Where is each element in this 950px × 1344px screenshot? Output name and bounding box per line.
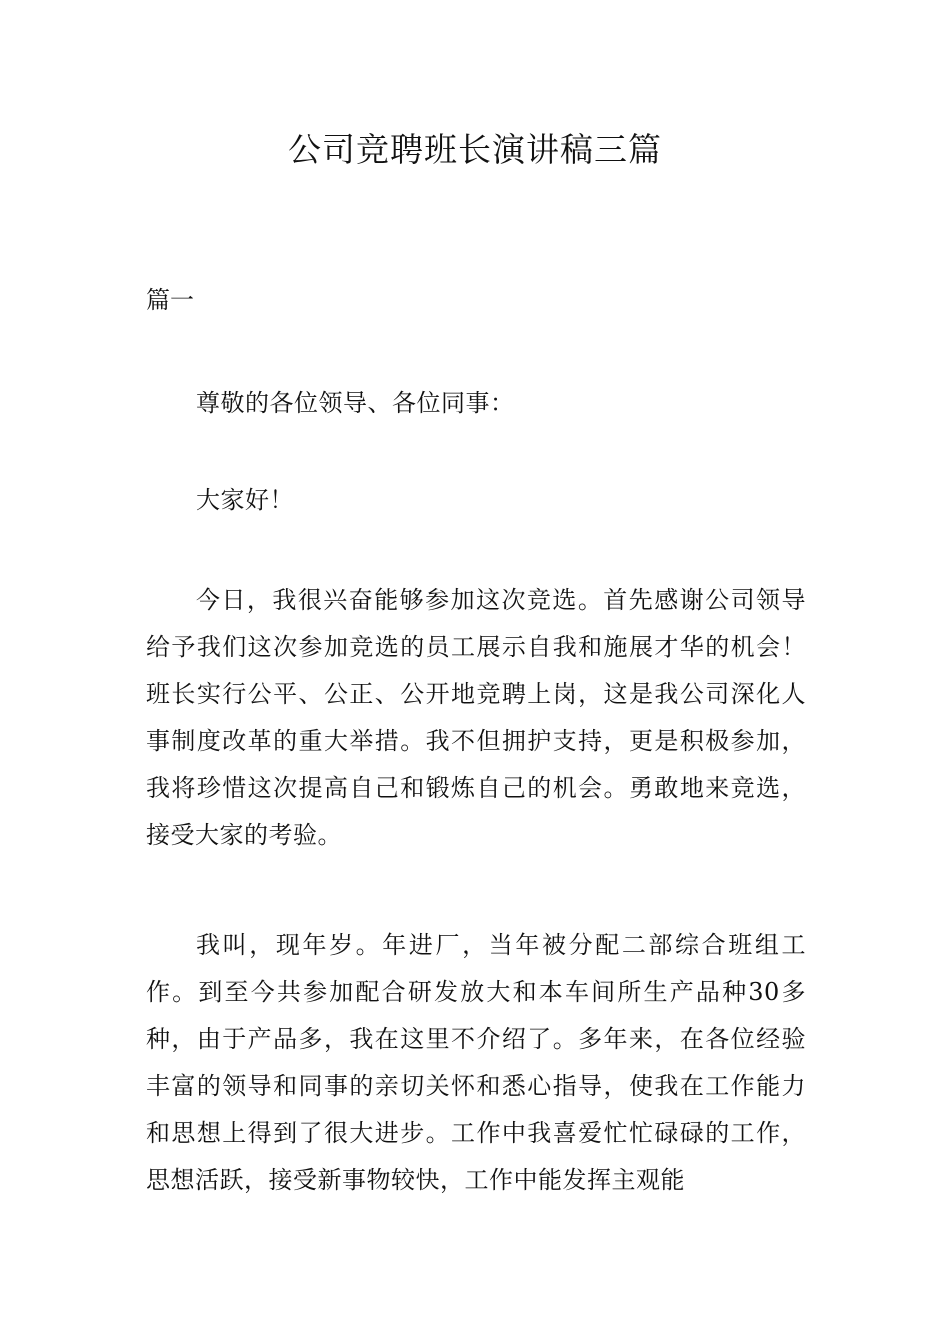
body-paragraph-2: 我叫，现年岁。年进厂，当年被分配二部综合班组工作。到至今共参加配合研发放大和本车间所生产品种30多种，由于产品多，我在这里不介绍了。多年来，在各位经验丰富的领导和同事的亲切关怀和悉心指导，使我在工作能力和思想上得到了很大进步。工作中我喜爱忙忙碌碌的工作，思想活跃，接受新事物较快，工作中能发挥主观能 [146, 931, 806, 1194]
body-paragraph-1: 今日，我很兴奋能够参加这次竞选。首先感谢公司领导给予我们这次参加竞选的员工展示自我和施展才华的机会！班长实行公平、公正、公开地竞聘上岗，这是我公司深化人事制度改革的重大举措。我不但拥护支持，更是积极参加，我将珍惜这次提高自己和锻炼自己的机会。勇敢地来竞选，接受大家的考验。 [146, 586, 806, 849]
greeting-paragraph: 大家好！ [196, 486, 294, 514]
section-label: 篇一 [146, 286, 194, 314]
salutation-paragraph: 尊敬的各位领导、各位同事： [196, 389, 515, 417]
document-title: 公司竞聘班长演讲稿三篇 [288, 130, 662, 169]
